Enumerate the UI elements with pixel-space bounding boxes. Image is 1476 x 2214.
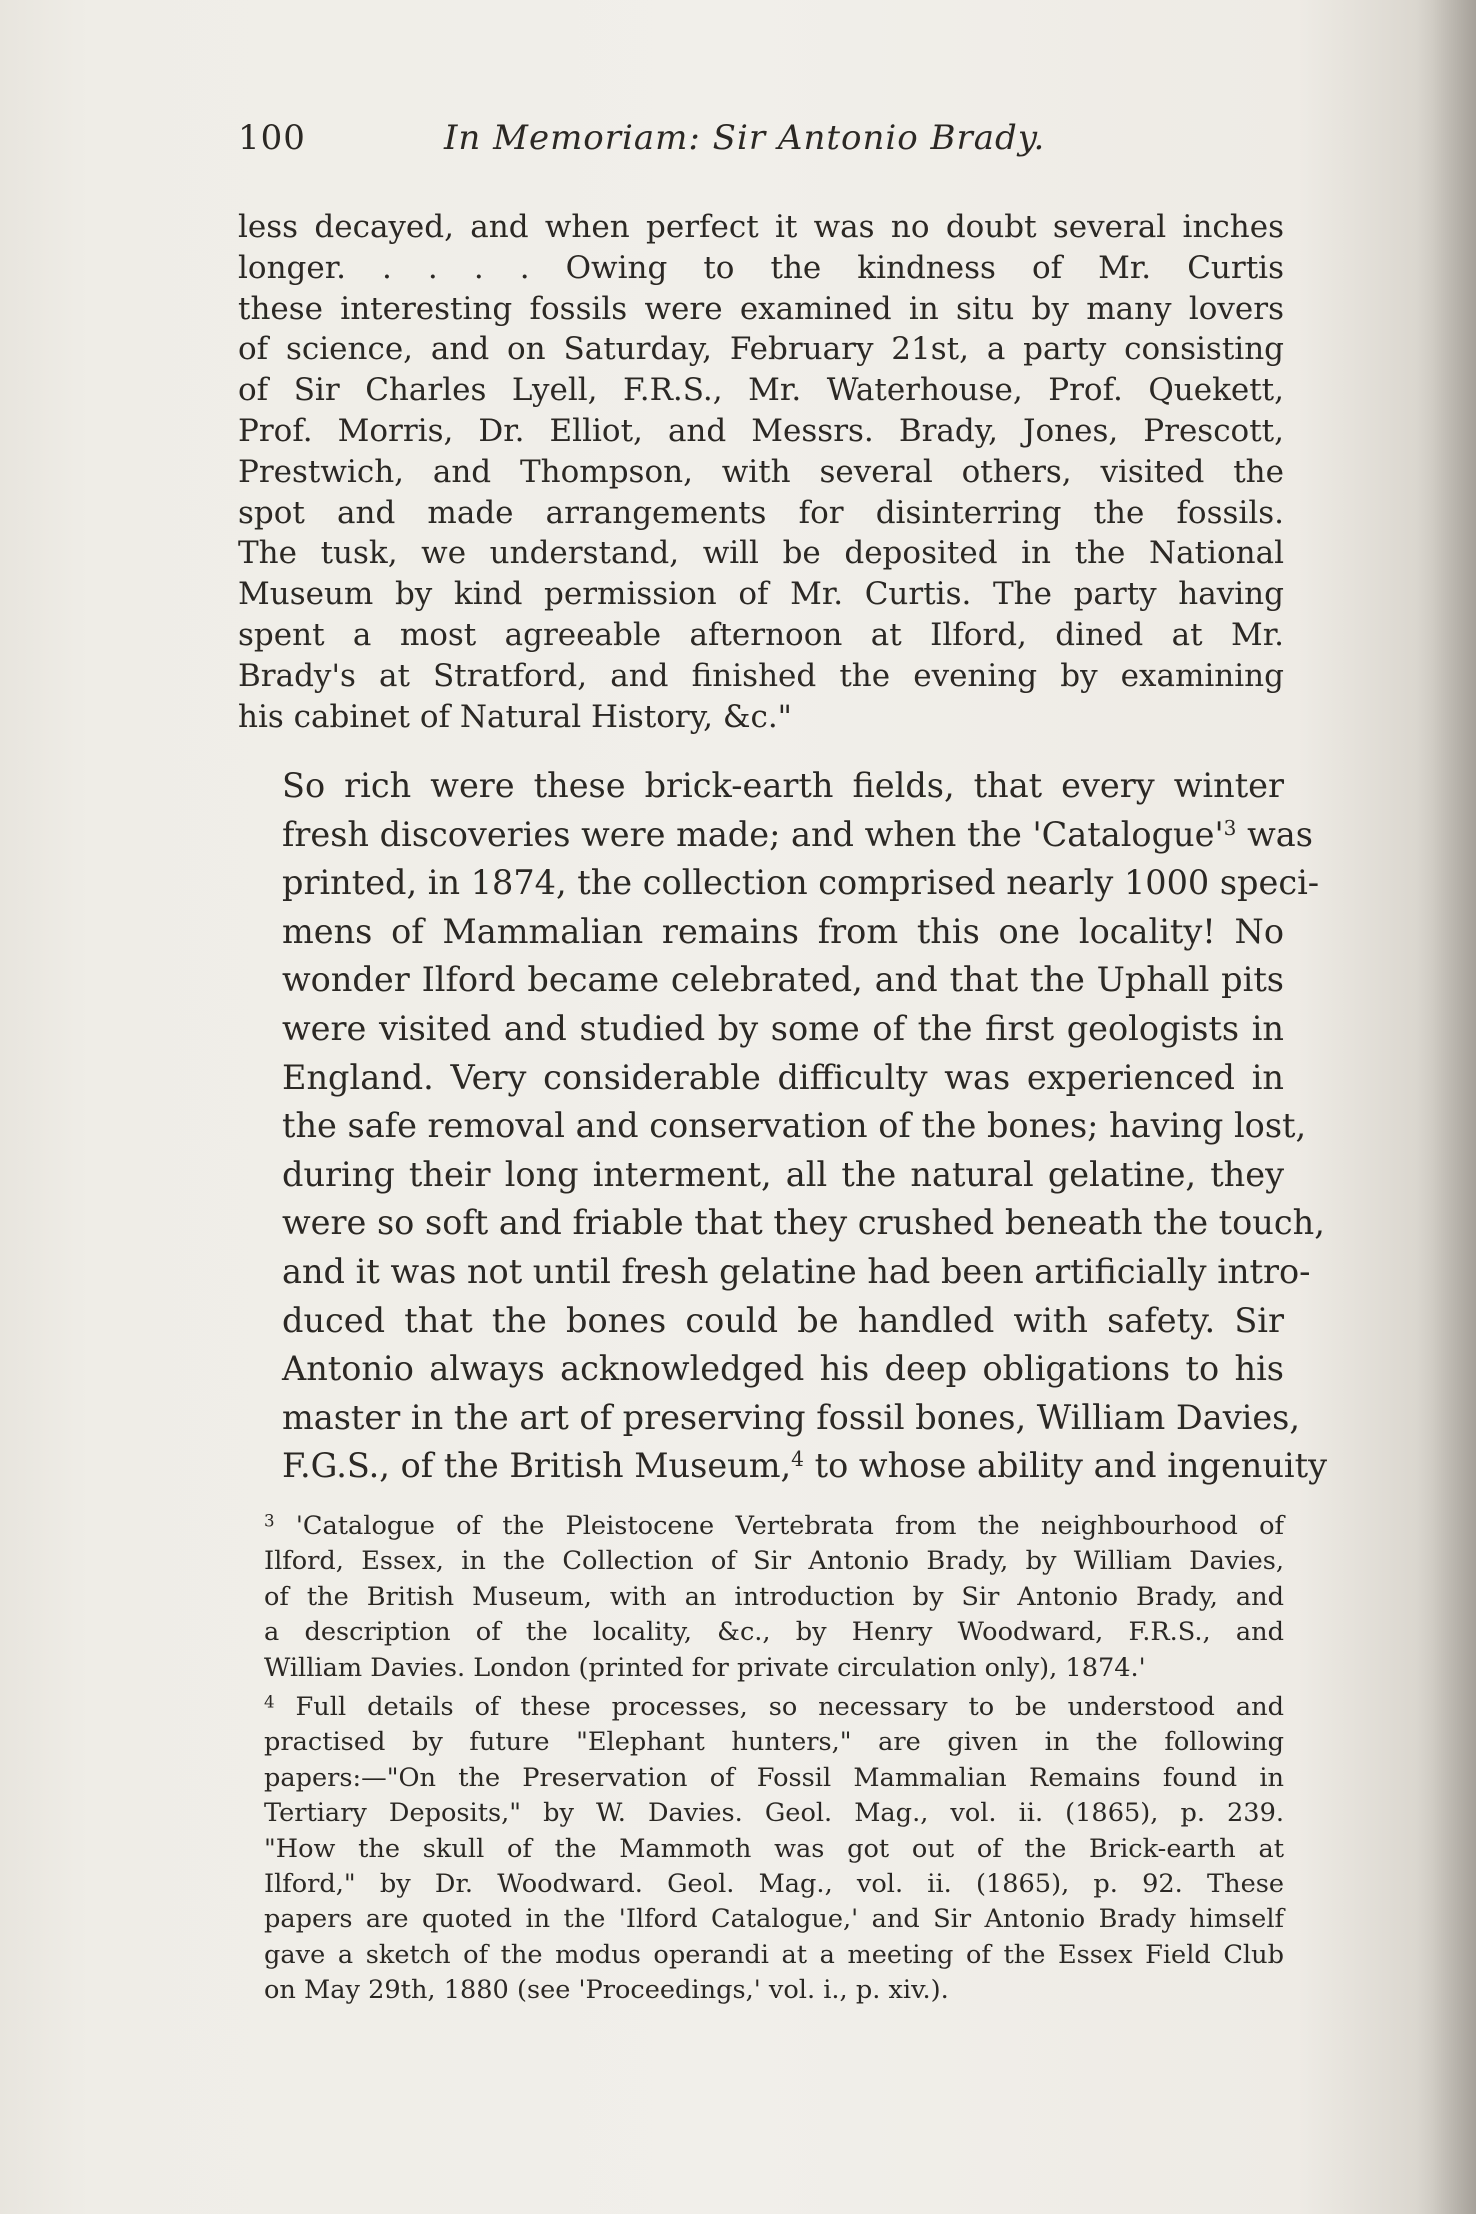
text-line: Museum by kind permission of Mr. Curtis. The party having <box>238 576 1284 613</box>
text-run: Full details of these processes, so necessary to be understood and <box>295 1692 1285 1723</box>
footnote-ref-4: 4 <box>791 1447 804 1472</box>
text-line: spent a most agreeable afternoon at Ilford, dined at Mr. <box>238 616 1284 653</box>
footnote-mark: 3 <box>264 1511 275 1531</box>
text-line: papers:—"On the Preservation of Fossil Mammalian Remains found in <box>264 1762 1284 1793</box>
text-line: on May 29th, 1880 (see 'Proceedings,' vol. i., p. xiv.). <box>264 1975 949 2006</box>
text-line: duced that the bones could be handled with safety. Sir <box>282 1300 1284 1340</box>
text-run: fresh discoveries were made; and when the 'Catalogue' <box>282 814 1224 854</box>
text-line: of the British Museum, with an introduction by Sir Antonio Brady, and <box>264 1581 1284 1612</box>
text-line-with-ref <box>238 1442 1328 1491</box>
text-line: Prof. Morris, Dr. Elliot, and Messrs. Brady, Jones, Prescott, <box>238 412 1284 449</box>
footnote-mark: 4 <box>264 1692 275 1712</box>
text-line: master in the art of preserving fossil bones, William Davies, <box>282 1397 1301 1437</box>
text-line: a description of the locality, &c., by Henry Woodward, F.R.S., and <box>264 1617 1284 1648</box>
text-line: and it was not until fresh gelatine had been artificially intro- <box>282 1251 1311 1291</box>
text-line-with-mark <box>238 1690 1284 1725</box>
text-line: were visited and studied by some of the first geologists in <box>282 1008 1284 1048</box>
footnote-ref-3: 3 <box>1223 815 1237 840</box>
text-line: So rich were these brick-earth fields, that every winter <box>282 766 1284 805</box>
text-line: wonder Ilford became celebrated, and that the Uphall pits <box>282 960 1284 1000</box>
text-line: the safe removal and conservation of the bones; having lost, <box>282 1106 1307 1146</box>
text-line: less decayed, and when perfect it was no doubt several inches <box>238 209 1284 245</box>
text-line-with-ref <box>238 811 1313 860</box>
quote-paragraph <box>238 207 1284 737</box>
text-line: Antonio always acknowledged his deep obligations to his <box>282 1349 1284 1389</box>
text-line: Prestwich, and Thompson, with several others, visited the <box>238 453 1284 490</box>
text-line: Ilford, Essex, in the Collection of Sir Antonio Brady, by William Davies, <box>264 1546 1284 1577</box>
text-line: spot and made arrangements for disinterring the fossils. <box>238 494 1284 531</box>
footnote-4 <box>238 1690 1284 2009</box>
text-line: of Sir Charles Lyell, F.R.S., Mr. Waterhouse, Prof. Quekett, <box>238 372 1284 409</box>
text-line: during their long interment, all the natural gelatine, they <box>282 1154 1284 1194</box>
text-line: gave a sketch of the modus operandi at a meeting of the Essex Field Club <box>264 1939 1284 1970</box>
text-line: printed, in 1874, the collection comprised nearly 1000 speci- <box>282 863 1320 903</box>
text-line: these interesting fossils were examined in situ by many lovers <box>238 290 1284 327</box>
text-line: his cabinet of Natural History, &c." <box>238 698 792 735</box>
text-line: Tertiary Deposits," by W. Davies. Geol. Mag., vol. ii. (1865), p. 239. <box>264 1798 1284 1829</box>
text-line: "How the skull of the Mammoth was got out of the Brick-earth at <box>264 1833 1284 1864</box>
quoted-passage <box>238 207 1284 737</box>
page-edge-shadow <box>1416 0 1476 2214</box>
running-title: In Memoriam: Sir Antonio Brady. <box>444 118 1046 158</box>
main-paragraph-block <box>238 762 1328 1491</box>
page-number: 100 <box>238 118 306 158</box>
text-line: England. Very considerable difficulty was experienced in <box>282 1057 1284 1097</box>
main-paragraph <box>238 762 1328 1491</box>
text-line: of science, and on Saturday, February 21st, a party consisting <box>238 331 1284 368</box>
text-run: to whose ability and ingenuity <box>814 1446 1328 1486</box>
text-line: The tusk, we understand, will be deposited in the National <box>238 535 1284 572</box>
text-line: Brady's at Stratford, and finished the evening by examining <box>238 657 1284 694</box>
text-run: F.G.S., of the British Museum, <box>282 1446 792 1486</box>
page-header <box>238 118 1284 168</box>
text-line: Ilford," by Dr. Woodward. Geol. Mag., vol. ii. (1865), p. 92. These <box>264 1869 1284 1900</box>
text-line: mens of Mammalian remains from this one locality! No <box>282 911 1284 951</box>
footnote-3 <box>238 1509 1284 1686</box>
text-line: practised by future "Elephant hunters," are given in the following <box>264 1727 1284 1758</box>
text-line: papers are quoted in the 'Ilford Catalogue,' and Sir Antonio Brady himself <box>264 1904 1284 1935</box>
text-line-with-mark <box>238 1509 1284 1544</box>
footnotes <box>238 1509 1284 2009</box>
text-line: were so soft and friable that they crushed beneath the touch, <box>282 1203 1325 1243</box>
text-line: longer. . . . . Owing to the kindness of Mr. Curtis <box>238 249 1284 286</box>
text-run: was <box>1247 814 1313 854</box>
text-run: 'Catalogue of the Pleistocene Vertebrata from the neighbourhood of <box>295 1511 1284 1541</box>
text-line: William Davies. London (printed for private circulation only), 1874.' <box>264 1652 1146 1683</box>
